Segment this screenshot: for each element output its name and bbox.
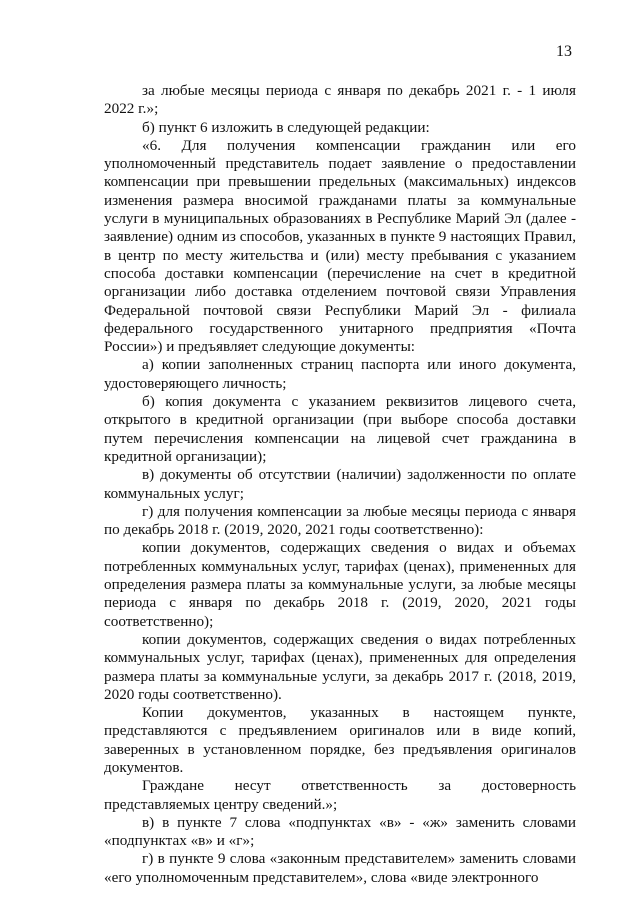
page-number: 13 — [556, 43, 572, 60]
paragraph: в) документы об отсутствии (наличии) задолженности по оплате коммунальных услуг; — [104, 466, 576, 502]
paragraph: Копии документов, указанных в настоящем пункте, представляются с предъявлением оригиналов или в виде копий, заверенных в установленном порядке, без предъявления оригиналов документов. — [104, 704, 576, 776]
paragraph: б) копия документа с указанием реквизитов лицевого счета, открытого в кредитной организации (при выборе способа доставки путем перечисления компенсации на лицевой счет гражданина в кредитной организации); — [104, 393, 576, 465]
paragraph: г) в пункте 9 слова «законным представителем» заменить словами «его уполномоченным представителем», слова «виде электронного — [104, 850, 576, 886]
paragraph: б) пункт 6 изложить в следующей редакции: — [142, 118, 430, 136]
paragraph: г) для получения компенсации за любые месяцы периода с января по декабрь 2018 г. (2019, 2020, 2021 годы соответственно): — [104, 502, 576, 539]
paragraph: а) копии заполненных страниц паспорта или иного документа, удостоверяющего личность; — [104, 356, 576, 392]
paragraph: в) в пункте 7 слова «подпунктах «в» - «ж» заменить словами «подпунктах «в» и «г»; — [104, 813, 576, 850]
paragraph: копии документов, содержащих сведения о видах потребленных коммунальных услуг, тарифах (ценах), примененных для определения размера платы за коммунальные услуги, за декабрь 2017 г. (2018, 2019, 2020 годы соответственно). — [104, 630, 576, 703]
paragraph: «6. Для получения компенсации гражданин или его уполномоченный представитель подает заявление о предоставлении компенсации при превышении предельных (максимальных) индексов изменения размера вносимой гражданами платы за коммунальные услуги в муниципальных образованиях в Республике Марий Эл (далее - заявление) одним из способов, указанных в пункте 9 настоящих Правил, в центр по месту жительства и (или) месту пребывания с указанием способа доставки компенсации (перечисление на счет в кредитной организации либо доставка отделением почтовой связи Управления Федеральной почтовой связи Республики Марий Эл - филиала федерального государственного унитарного предприятия «Почта России») и предъявляет следующие документы: — [104, 136, 576, 356]
paragraph: копии документов, содержащих сведения о видах и объемах потребленных коммунальных услуг, тарифах (ценах), примененных для определения размера платы за коммунальные услуги, за любые месяцы периода с января по декабрь 2018 г. (2019, 2020, 2021 годы соответственно); — [104, 539, 576, 630]
paragraph: за любые месяцы периода с января по декабрь 2021 г. - 1 июля 2022 г.»; — [104, 82, 576, 118]
document-body — [104, 82, 576, 887]
paragraph: Граждане несут ответственность за достоверность представляемых центру сведений.»; — [104, 777, 576, 813]
